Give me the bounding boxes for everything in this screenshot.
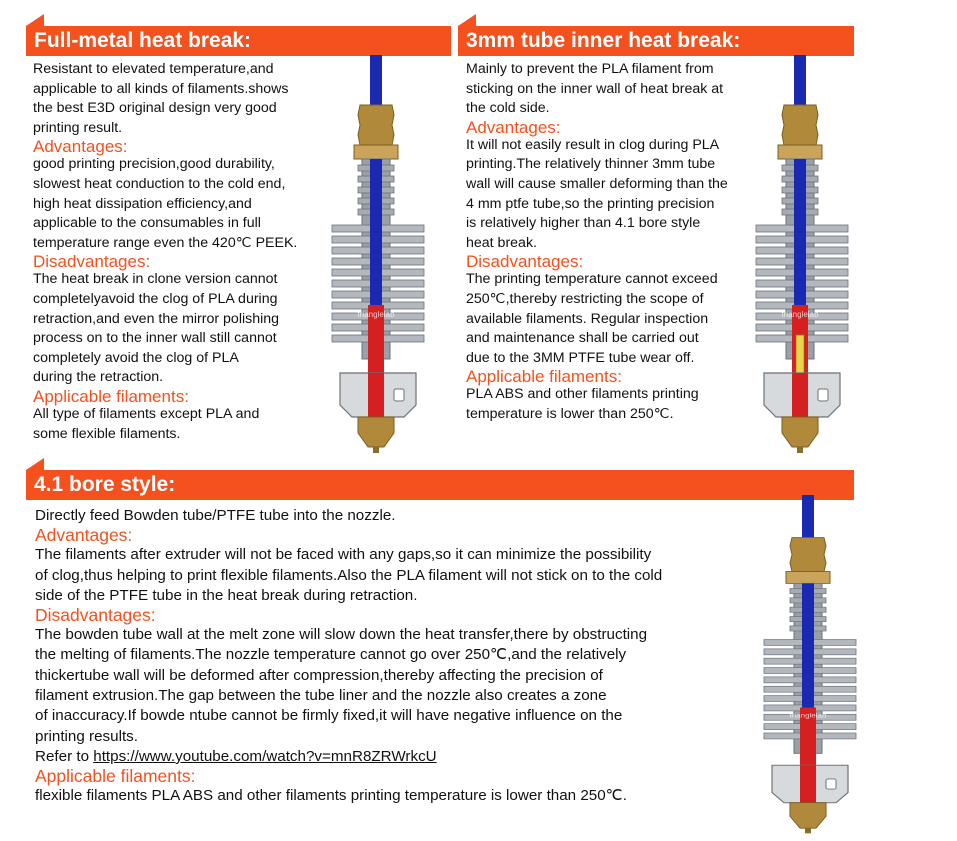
- applicable-heading: Applicable filaments:: [33, 386, 189, 406]
- banner-tab: [26, 458, 44, 470]
- text-line: Directly feed Bowden tube/PTFE tube into the nozzle.: [35, 507, 396, 524]
- section-title: 3mm tube inner heat break:: [466, 29, 741, 52]
- section-title: 4.1 bore style:: [34, 473, 176, 496]
- text-line: is relatively higher than 4.1 bore style: [466, 215, 701, 232]
- text-line: applicable to all kinds of filaments.shows: [33, 80, 289, 97]
- text-line: and maintenance shall be carried out: [466, 330, 699, 347]
- text-line: temperature is lower than 250℃.: [466, 405, 674, 422]
- text-line: good printing precision,good durability,: [33, 156, 275, 173]
- text-line: The printing temperature cannot exceed: [466, 271, 718, 288]
- text-line: heat break.: [466, 234, 537, 251]
- advantages-heading: Advantages:: [33, 137, 128, 157]
- text-line: retraction,and even the mirror polishing: [33, 310, 280, 327]
- disadvantages-text: [35, 625, 780, 747]
- text-line: applicable to the consumables in full: [33, 215, 261, 232]
- text-line: The filaments after extruder will not be faced with any gaps,so it can minimize the possibility: [35, 546, 652, 564]
- text-line: printing.The relatively thinner 3mm tube: [466, 156, 716, 173]
- text-line: thickertube wall will be deformed after compression,thereby affecting the precision of: [35, 666, 603, 684]
- text-line: The heat break in clone version cannot: [33, 271, 278, 288]
- brass-nut: [786, 572, 830, 584]
- text-line: sticking on the inner wall of heat break at: [466, 80, 724, 97]
- melt-zone: [800, 765, 816, 802]
- text-line: The bowden tube wall at the melt zone will slow down the heat transfer,there by obstructing: [35, 626, 648, 644]
- text-line: flexible filaments PLA ABS and other filaments printing temperature is lower than 250℃.: [35, 787, 627, 805]
- text-line: available filaments. Regular inspection: [466, 310, 709, 327]
- text-line: Resistant to elevated temperature,and: [33, 61, 274, 77]
- nozzle: [790, 803, 826, 829]
- text-line: process on to the inner wall still cannot: [33, 330, 277, 347]
- text-line: high heat dissipation efficiency,and: [33, 195, 252, 212]
- text-line: during the retraction.: [33, 369, 164, 386]
- refer-line: [35, 747, 780, 767]
- text-line: 250℃,thereby restricting the scope of: [466, 290, 704, 307]
- text-line: PLA ABS and other filaments printing: [466, 386, 699, 403]
- text-line: wall will cause smaller deforming than the: [466, 175, 728, 192]
- text-line: the melting of filaments.The nozzle temperature cannot go over 250℃,and the relatively: [35, 646, 627, 664]
- youtube-link[interactable]: https://www.youtube.com/watch?v=mnR8ZRWrkcU: [93, 747, 437, 765]
- section-banner: [26, 470, 854, 500]
- watermark-text: trianglelab: [789, 711, 827, 720]
- disadvantages-heading: Disadvantages:: [35, 605, 156, 626]
- text-line: All type of filaments except PLA and: [33, 405, 260, 422]
- section-body: [35, 506, 780, 807]
- brass-coupler: [790, 538, 826, 572]
- text-line: of inaccuracy.If bowde ntube cannot be firmly fixed,it will have negative influence on the: [35, 707, 623, 725]
- applicable-heading: Applicable filaments:: [466, 367, 622, 387]
- watermark-text: trianglelab: [781, 310, 819, 319]
- text-line: printing result.: [33, 119, 123, 136]
- text-line: slowest heat conduction to the cold end,: [33, 175, 286, 192]
- text-line: It will not easily result in clog during PLA: [466, 136, 720, 153]
- text-line: the cold side.: [466, 100, 550, 117]
- section-title: Full-metal heat break:: [34, 29, 252, 52]
- refer-prefix: Refer to: [35, 747, 94, 765]
- text-line: some flexible filaments.: [33, 425, 181, 442]
- hotend-illustration-4-1-bore: [760, 495, 860, 835]
- intro-text: [35, 506, 780, 526]
- advantages-heading: Advantages:: [466, 117, 561, 137]
- text-line: completely avoid the clog of PLA: [33, 349, 239, 366]
- text-line: temperature range even the 420℃ PEEK.: [33, 234, 298, 251]
- heater-slot: [826, 779, 836, 789]
- nozzle-tip: [805, 828, 811, 833]
- text-line: side of the PTFE tube in the heat break during retraction.: [35, 586, 418, 604]
- disadvantages-heading: Disadvantages:: [466, 252, 584, 272]
- text-line: of clog,thus helping to print flexible filaments.Also the PLA filament will not stick on to the cold: [35, 566, 663, 584]
- text-line: completelyavoid the clog of PLA during: [33, 290, 278, 307]
- text-line: printing results.: [35, 727, 138, 745]
- text-line: filament extrusion.The gap between the tube liner and the nozzle also creates a zone: [35, 687, 607, 705]
- text-line: due to the 3MM PTFE tube wear off.: [466, 349, 695, 366]
- applicable-heading: Applicable filaments:: [35, 766, 196, 787]
- watermark-text: trianglelab: [357, 310, 395, 319]
- advantages-heading: Advantages:: [35, 525, 133, 546]
- disadvantages-heading: Disadvantages:: [33, 252, 151, 272]
- text-line: the best E3D original design very good: [33, 100, 277, 117]
- text-line: 4 mm ptfe tube,so the printing precision: [466, 195, 715, 212]
- text-line: Mainly to prevent the PLA filament from: [466, 61, 714, 77]
- applicable-text: [35, 786, 780, 806]
- advantages-text: [35, 545, 780, 606]
